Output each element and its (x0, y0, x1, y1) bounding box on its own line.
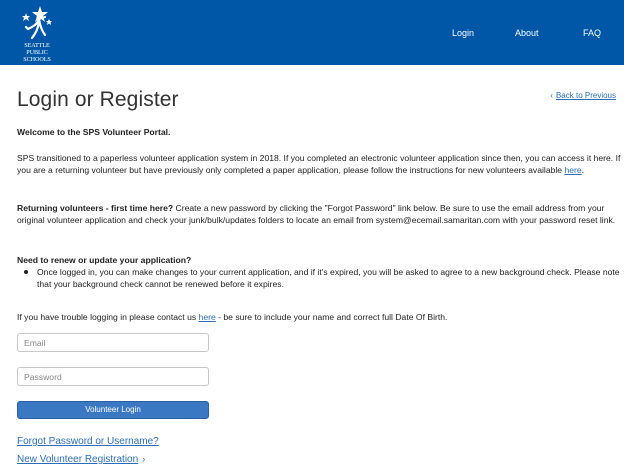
renew-heading: Need to renew or update your application? (17, 255, 192, 265)
logo-text-line: SEATTLE (24, 42, 50, 49)
password-input[interactable] (17, 367, 209, 386)
trouble-end: - be sure to include your name and correct full Date Of Birth. (215, 312, 448, 322)
logo-text (20, 42, 54, 63)
intro-text: SPS transitioned to a paperless volunteer application system in 2018. If you completed an electronic volunteer application since then, you can access it here. If you are a returning volunteer but have previously only completed a paper application, please follow the instructions for new volunteers available (17, 153, 621, 176)
sps-logo[interactable] (16, 5, 56, 61)
trouble-text: If you have trouble logging in please contact us (17, 312, 199, 322)
registration-link-label: New Volunteer Registration (17, 454, 139, 465)
chevron-right-icon: › (142, 454, 146, 464)
welcome-text: Welcome to the SPS Volunteer Portal. (17, 127, 171, 137)
top-navigation-bar (0, 0, 624, 65)
volunteer-login-button[interactable]: Volunteer Login (17, 401, 209, 419)
logo-text-line: PUBLIC (26, 49, 48, 56)
back-link-label: Back to Previous (555, 91, 616, 100)
chevron-left-icon: ‹ (550, 91, 553, 100)
logo-text-line: SCHOOLS (23, 56, 51, 63)
intro-paragraph (17, 152, 622, 177)
intro-end: . (581, 165, 585, 176)
email-input[interactable] (17, 333, 209, 352)
new-volunteer-registration-link[interactable] (17, 453, 145, 468)
returning-heading: Returning volunteers - first time here? (17, 203, 174, 213)
returning-paragraph (17, 202, 622, 227)
star-figure-logo-icon (18, 5, 54, 41)
trouble-paragraph (17, 311, 622, 323)
intro-here-link[interactable]: here (564, 165, 582, 176)
back-to-previous-link[interactable] (550, 90, 616, 102)
renew-list (32, 266, 622, 291)
page-title: Login or Register (17, 88, 179, 111)
returning-text: Create a new password by clicking the "Forgot Password" link below. Be sure to use the email address from your original volunteer application and check your junk/bulk/updates folders to locate an email from system@ecemail.samaritan.com with your password reset link. (17, 203, 616, 226)
nav-about[interactable]: About (515, 28, 539, 38)
list-item: Once logged in, you can make changes to your current application, and if it's expired, you will be asked to agree to a new background check. Please note that your background check cannot be renewed before it expires. (32, 266, 622, 291)
nav-login[interactable]: Login (452, 28, 475, 38)
nav-faq[interactable]: FAQ (583, 28, 602, 38)
contact-here-link[interactable]: here (198, 312, 216, 322)
forgot-password-link[interactable]: Forgot Password or Username? (17, 436, 159, 447)
